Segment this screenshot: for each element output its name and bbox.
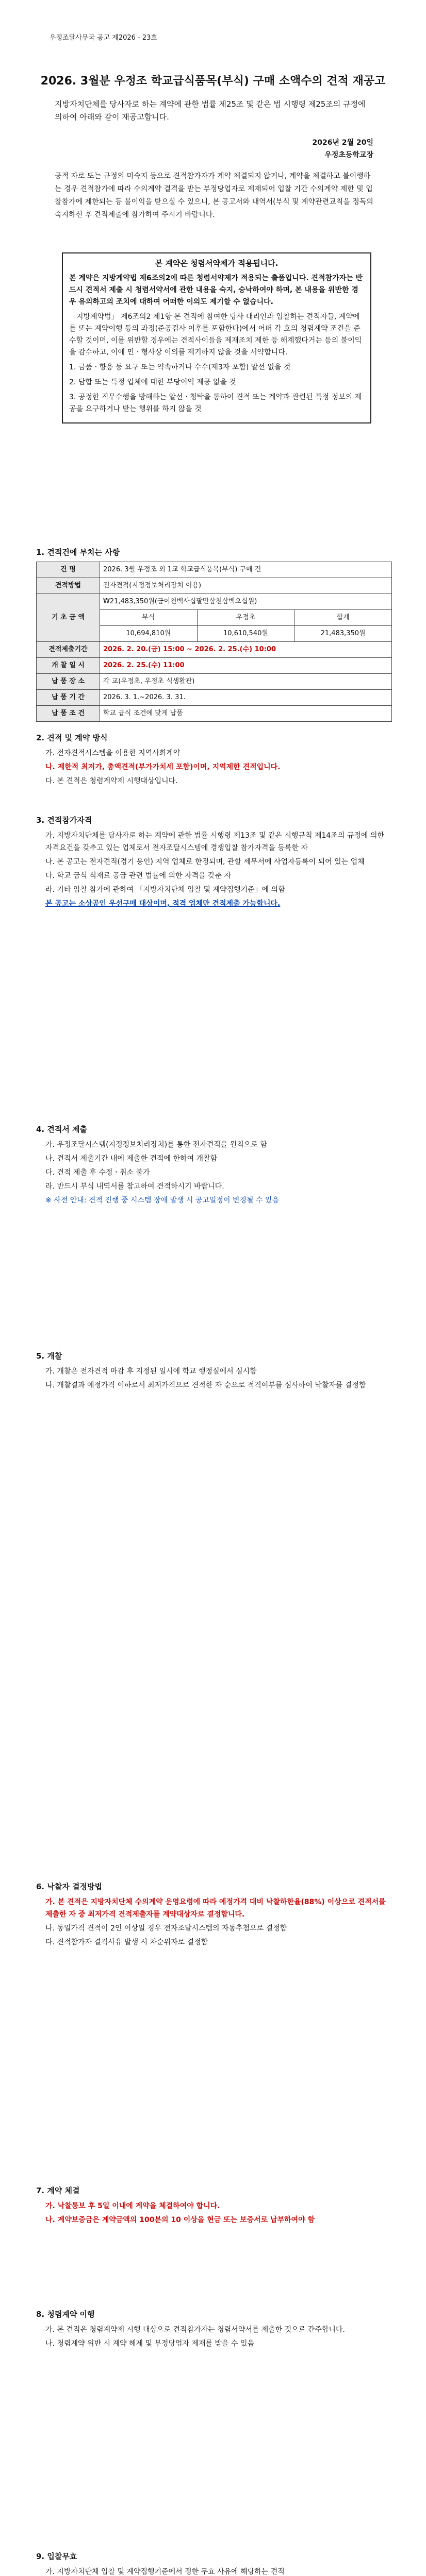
section-8-heading: 8. 청렴계약 이행 — [36, 2310, 95, 2319]
notice-p2: 1. 금품ㆍ향응 등 요구 또는 약속하거나 수수(제3자 포함) 알선 없을 것 — [69, 363, 291, 371]
table-row: 개 찰 일 시 2026. 2. 25.(수) 11:00 — [37, 658, 392, 674]
section-5-heading: 5. 개찰 — [36, 1351, 62, 1361]
date-issuer-block — [312, 137, 373, 161]
notice-warning: 본 계약은 지방계약법 제6조의2에 따른 청렴서약제가 적용되는 출품입니다. 견적참가자는 반드시 견적서 제출 시 청렴서약서에 관한 내용을 숙지, 승낙하여야 하며, 본 내용을 위반한 경우 유의하고의 조치에 대하여 어떠한 이의도 제기할 수 없습니다. — [69, 274, 363, 306]
table-row: 기 초 금 액 ₩21,483,350원(금이천백사십팔만삼천삼백오십원) — [37, 594, 392, 610]
pre-note: 공적 자로 또는 규정의 미숙지 등으로 견적참가자가 계약 체결되지 않거나, 계약을 체결하고 불이행하는 경우 견적참가에 따라 수의계약 결격을 받는 부정당업자로 제재되어 입찰 기간 수의계약 제한 및 입찰참가에 제한되는 등 불이익을 받으실 수 있으니, 본 공고서와 내역서(부식 및 계약관련교칙을 정독의 숙지하신 후 견적제출에 참가하여 주시기 바랍니다. — [55, 172, 373, 219]
section-2-heading: 2. 견적 및 계약 방식 — [36, 733, 108, 742]
date-line: 2026년 2월 20일 — [312, 139, 373, 147]
integrity-notice-box — [62, 252, 371, 423]
table-row: 부식 우정초 합계 — [37, 610, 392, 626]
section-1 — [36, 546, 392, 722]
notice-p3: 2. 담합 또는 특정 업체에 대한 부당이익 제공 없을 것 — [69, 378, 236, 386]
section-3-heading: 3. 견적참가자격 — [36, 816, 92, 825]
table-row: 10,694,810원 10,610,540원 21,483,350원 — [37, 626, 392, 642]
section-5: 5. 개찰 가. 개찰은 전자견적 마감 후 지정된 일시에 학교 행정실에서 실시함 나. 개찰결과 예정가격 이하로서 최저가격으로 견적한 자 순으로 적격여부를 심사하여 낙찰자를 결정함 — [36, 1350, 392, 1393]
table-row: 납 품 장 소 각 교(우정초, 우정초 식생활관) — [37, 674, 392, 690]
section-8: 8. 청렴계약 이행 가. 본 견적은 청렴계약제 시행 대상으로 견적참가자는 청렴서약서를 제출한 것으로 간주합니다. 나. 청렴계약 위반 시 계약 해제 및 부정당업자 제재를 받을 수 있음 — [36, 2308, 392, 2351]
notice-p1: 「지방계약법」 제6조의2 제1항 본 견적에 참여한 당사 대리인과 입찰하는 견적자들, 계약에를 또는 계약이행 등의 과정(준공검사 이후를 포함한다)에서 어떠 각 호의 청렴계약 조건을 준수할 것이며, 이를 위반할 경우에는 견적사이들을 제재조치 제한 등 해계했다거는 등의 불이익을 감수하고, 이에 민ㆍ형사상 이의를 제기하지 않을 것을 서약합니다. — [69, 313, 362, 357]
section-4-heading: 4. 견적서 제출 — [36, 1125, 88, 1134]
doc-number: 우정조달사무국 공고 제2026 - 23호 — [50, 34, 157, 42]
section-1-heading: 1. 견적건에 부치는 사항 — [36, 548, 120, 557]
table-row: 납 품 기 간 2026. 3. 1.~2026. 3. 31. — [37, 690, 392, 706]
doc-title: 2026. 3월분 우정조 학교급식품목(부식) 구매 소액수의 견적 재공고 — [40, 75, 386, 88]
issuer: 우정초등학교장 — [324, 151, 373, 159]
intro-text: 지방자치단체를 당사자로 하는 계약에 관한 법률 제25조 및 같은 법 시행령 제25조의 규정에 의하여 아래와 같이 재공고합니다. — [55, 99, 366, 122]
bid-info-table — [36, 562, 392, 722]
table-row: 견적방법 전자견적(지정정보처리장치 이용) — [37, 578, 392, 594]
section-4: 4. 견적서 제출 가. 우정조달시스템(지정정보처리장치)를 통한 전자견적을 원칙으로 함 나. 견적서 제출기간 내에 제출한 견적에 한하여 개찰함 다. 견적 제출 후 수정ㆍ취소 불가 라. 반드시 부식 내역서를 참고하여 견적하시기 바랍니다. ※ 사전 안내: 견적 진행 중 시스템 장애 발생 시 공고일정이 변경될 수 있음 — [36, 1123, 392, 1208]
section-3: 3. 견적참가자격 가. 지방자치단체를 당사자로 하는 계약에 관한 법률 시행령 제13조 및 같은 시행규칙 제14조의 규정에 의한 자격요건을 갖추고 있는 업체로서 전자조달시스템에 경쟁입찰 참가자격을 등록한 자 나. 본 공고는 전자견적(경기 용인) 지역 업체로 한정되며, 관할 세무서에 사업자등록이 되어 있는 업체 다. 학교 급식 식재료 공급 관련 법률에 의한 자격을 갖춘 자 라. 기타 입찰 참가에 관하여 「지방자치단체 입찰 및 계약집행기준」에 의함 본 공고는 소상공인 우선구매 대상이며, 적격 업체만 견적제출 가능합니다. — [36, 814, 392, 911]
section-6: 6. 낙찰자 결정방법 가. 본 견적은 지방자치단체 수의계약 운영요령에 따라 예정가격 대비 낙찰하한율(88%) 이상으로 견적서를 제출한 자 중 최저가격 견적제출자를 계약대상자로 결정합니다. 나. 동일가격 견적이 2인 이상일 경우 전자조달시스템의 자동추첨으로 결정함 다. 견적참가자 결격사유 발생 시 차순위자로 결정함 — [36, 1880, 392, 1950]
notice-lead: 본 계약은 청렴서약제가 적용됩니다. — [155, 259, 278, 268]
section-7: 7. 계약 체결 가. 낙찰통보 후 5일 이내에 계약을 체결하여야 합니다. 나. 계약보증금은 계약금액의 100분의 10 이상을 현금 또는 보증서로 납부하여야 함 — [36, 2184, 392, 2228]
table-row: 견적제출기간 2026. 2. 20.(금) 15:00 ~ 2026. 2. 25.(수) 10:00 — [37, 642, 392, 658]
section-7-heading: 7. 계약 체결 — [36, 2186, 80, 2195]
table-row: 납 품 조 건 학교 급식 조건에 맞게 납품 — [37, 706, 392, 722]
section-6-heading: 6. 낙찰자 결정방법 — [36, 1882, 103, 1891]
notice-p4: 3. 공정한 직무수행을 방해하는 알선ㆍ청탁을 통하여 견적 또는 계약과 관련된 특정 정보의 제공을 요구하거나 받는 행위를 하지 않을 것 — [69, 393, 362, 413]
section-9-heading: 9. 입찰무효 — [36, 2552, 77, 2561]
section-9: 9. 입찰무효 가. 지방자치단체 입찰 및 계약집행기준에서 정한 무효 사유에 해당하는 견적 — [36, 2550, 392, 2576]
section-2: 2. 견적 및 계약 방식 가. 전자견적시스템을 이용한 지역사회계약 나. 제한적 최저가, 총액견적(부가가치세 포함)이며, 지역제한 견적입니다. 다. 본 견적은 청렴계약제 시행대상입니다. — [36, 732, 392, 789]
table-row: 건 명 2026. 3월 우정조 외 1교 학교급식품목(부식) 구매 건 — [37, 562, 392, 578]
